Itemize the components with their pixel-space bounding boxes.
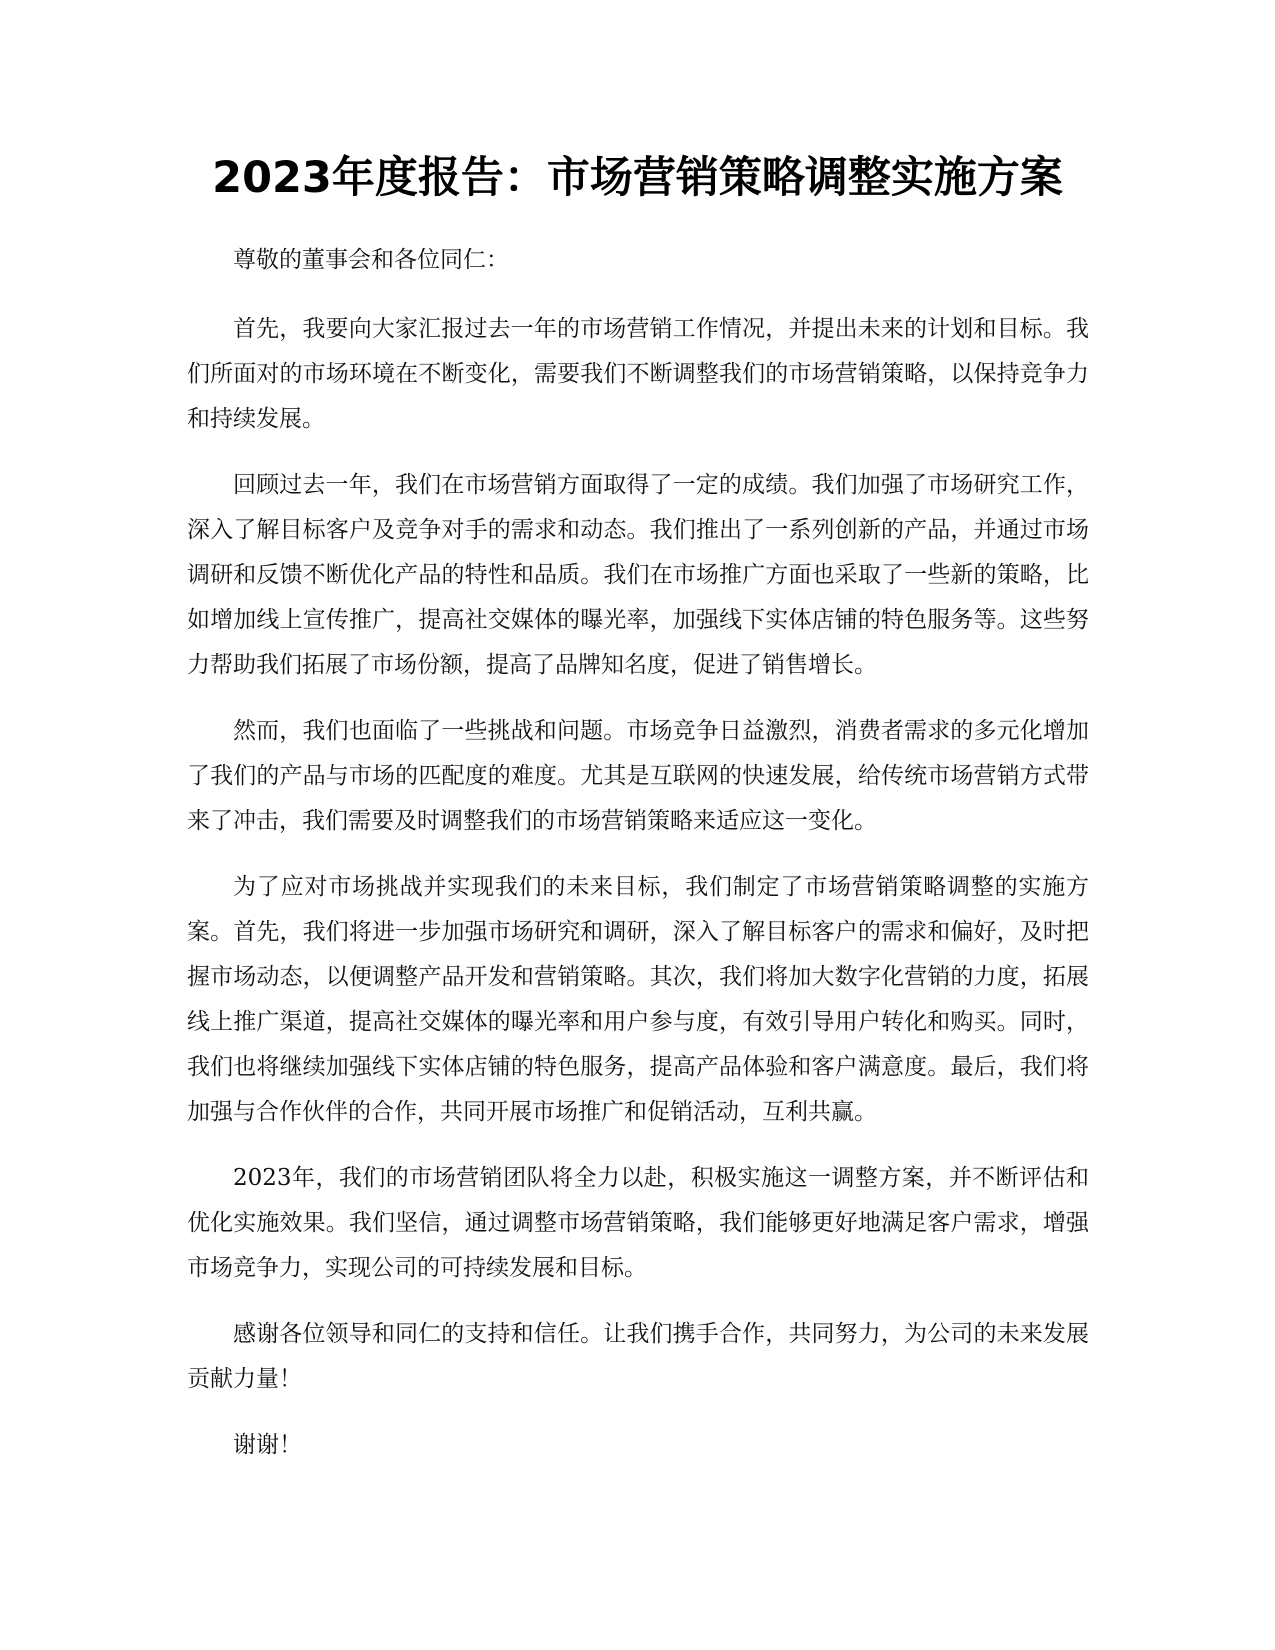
challenges-paragraph: 然而，我们也面临了一些挑战和问题。市场竞争日益激烈，消费者需求的多元化增加了我们的产品与市场的匹配度的难度。尤其是互联网的快速发展，给传统市场营销方式带来了冲击，我们需要及时调整我们的市场营销策略来适应这一变化。 [187, 718, 1089, 834]
intro-paragraph: 首先，我要向大家汇报过去一年的市场营销工作情况，并提出未来的计划和目标。我们所面对的市场环境在不断变化，需要我们不断调整我们的市场营销策略，以保持竞争力和持续发展。 [187, 316, 1089, 432]
document-title: 2023年度报告：市场营销策略调整实施方案 [212, 153, 1063, 203]
document-body [187, 238, 1089, 1489]
plan-paragraph: 为了应对市场挑战并实现我们的未来目标，我们制定了市场营销策略调整的实施方案。首先，我们将进一步加强市场研究和调研，深入了解目标客户的需求和偏好，及时把握市场动态，以便调整产品开发和营销策略。其次，我们将加大数字化营销的力度，拓展线上推广渠道，提高社交媒体的曝光率和用户参与度，有效引导用户转化和购买。同时，我们也将继续加强线下实体店铺的特色服务，提高产品体验和客户满意度。最后，我们将加强与合作伙伴的合作，共同开展市场推广和促销活动，互利共赢。 [187, 874, 1089, 1125]
thanks-paragraph: 感谢各位领导和同仁的支持和信任。让我们携手合作，共同努力，为公司的未来发展贡献力量！ [187, 1321, 1089, 1392]
review-paragraph: 回顾过去一年，我们在市场营销方面取得了一定的成绩。我们加强了市场研究工作，深入了解目标客户及竞争对手的需求和动态。我们推出了一系列创新的产品，并通过市场调研和反馈不断优化产品的特性和品质。我们在市场推广方面也采取了一些新的策略，比如增加线上宣传推广，提高社交媒体的曝光率，加强线下实体店铺的特色服务等。这些努力帮助我们拓展了市场份额，提高了品牌知名度，促进了销售增长。 [187, 472, 1089, 678]
salutation-paragraph: 尊敬的董事会和各位同仁： [233, 247, 509, 273]
outlook-paragraph: 2023年，我们的市场营销团队将全力以赴，积极实施这一调整方案，并不断评估和优化实施效果。我们坚信，通过调整市场营销策略，我们能够更好地满足客户需求，增强市场竞争力，实现公司的可持续发展和目标。 [187, 1165, 1089, 1281]
closing-paragraph: 谢谢！ [233, 1432, 302, 1458]
